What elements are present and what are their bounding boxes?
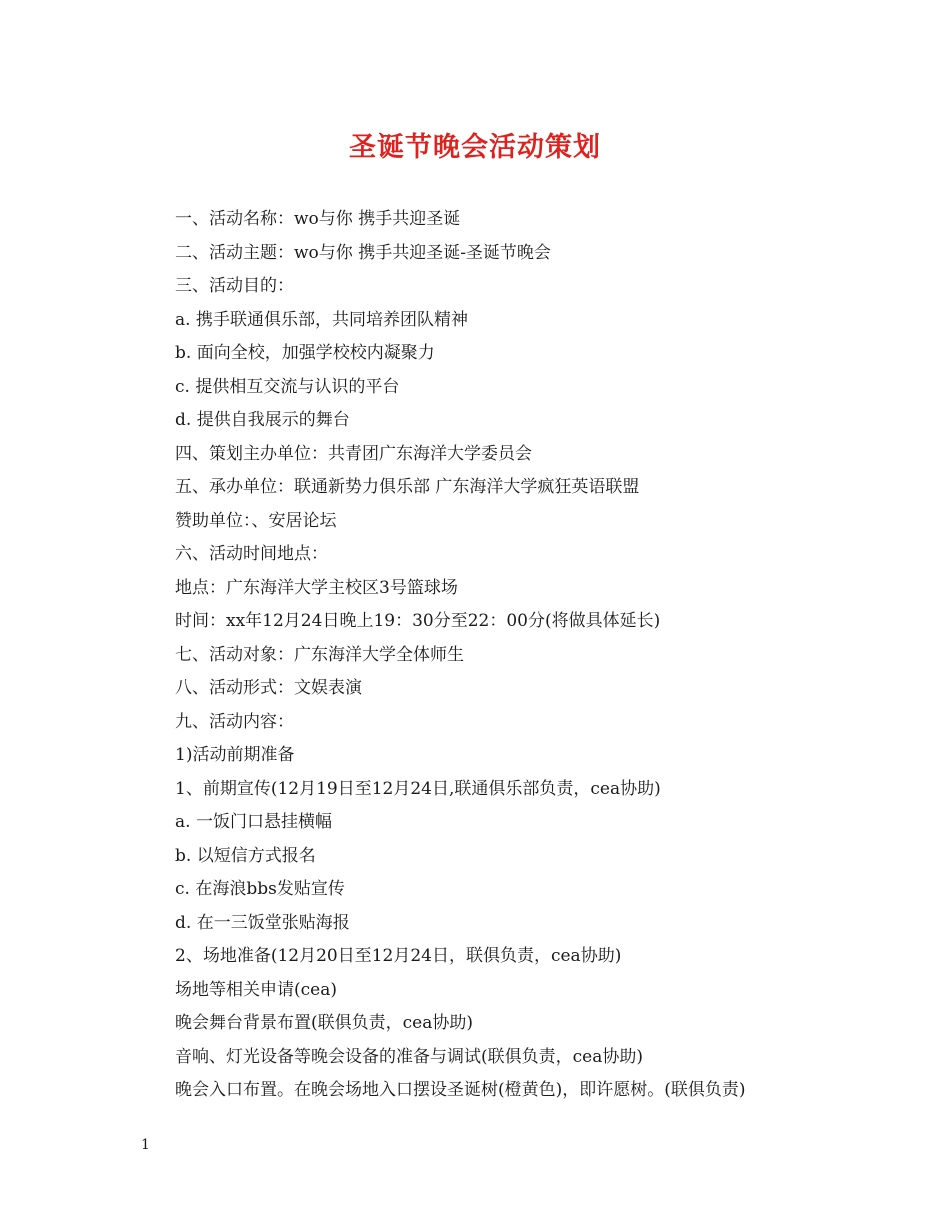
text-line-activity-purpose: 三、活动目的： [175,276,294,296]
text-line-purpose-a: a. 携手联通俱乐部，共同培养团队精神 [175,309,468,330]
text-line-sound-lighting: 音响、灯光设备等晚会设备的准备与调试(联俱负责，cea协助) [175,1046,643,1067]
text-line-publicity-c: c. 在海浪bbs发贴宣传 [175,879,345,899]
text-line-publicity-b: b. 以短信方式报名 [175,845,316,866]
text-line-time: 时间：xx年12月24日晚上19：30分至22：00分(将做具体延长) [175,611,661,631]
text-line-purpose-b: b. 面向全校，加强学校校内凝聚力 [175,343,435,363]
text-line-activity-name: 一、活动名称：wo与你 携手共迎圣诞 [175,209,461,229]
text-line-entrance-setup: 晚会入口布置。在晚会场地入口摆设圣诞树(橙黄色)，即许愿树。(联俱负责) [175,1080,746,1100]
text-line-host: 五、承办单位：联通新势力俱乐部 广东海洋大学疯狂英语联盟 [175,477,640,497]
text-line-content: 九、活动内容： [175,711,294,732]
text-line-audience: 七、活动对象：广东海洋大学全体师生 [175,644,464,665]
text-line-format: 八、活动形式：文娱表演 [175,678,362,698]
text-line-purpose-d: d. 提供自我展示的舞台 [175,410,350,430]
text-line-publicity: 1、前期宣传(12月19日至12月24日,联通俱乐部负责，cea协助) [175,778,661,799]
text-line-publicity-d: d. 在一三饭堂张贴海报 [175,912,350,933]
text-line-organizer: 四、策划主办单位：共青团广东海洋大学委员会 [175,443,532,464]
text-line-preparation: 1)活动前期准备 [175,745,295,765]
text-line-time-place: 六、活动时间地点： [175,544,328,564]
text-line-activity-theme: 二、活动主题：wo与你 携手共迎圣诞-圣诞节晚会 [175,242,551,263]
text-line-sponsor: 赞助单位：、安居论坛 [175,510,337,531]
text-line-venue-application: 场地等相关申请(cea) [175,979,337,1000]
text-line-purpose-c: c. 提供相互交流与认识的平台 [175,376,400,397]
page-number: 1 [141,1137,150,1153]
text-line-venue-prep: 2、场地准备(12月20日至12月24日，联俱负责，cea协助) [175,946,622,966]
text-line-stage-backdrop: 晚会舞台背景布置(联俱负责，cea协助) [175,1013,473,1033]
text-line-publicity-a: a. 一饭门口悬挂横幅 [175,812,332,832]
text-line-place: 地点：广东海洋大学主校区3号篮球场 [175,577,458,598]
page-title: 圣诞节晚会活动策划 [349,132,601,163]
document-body [175,203,895,1108]
